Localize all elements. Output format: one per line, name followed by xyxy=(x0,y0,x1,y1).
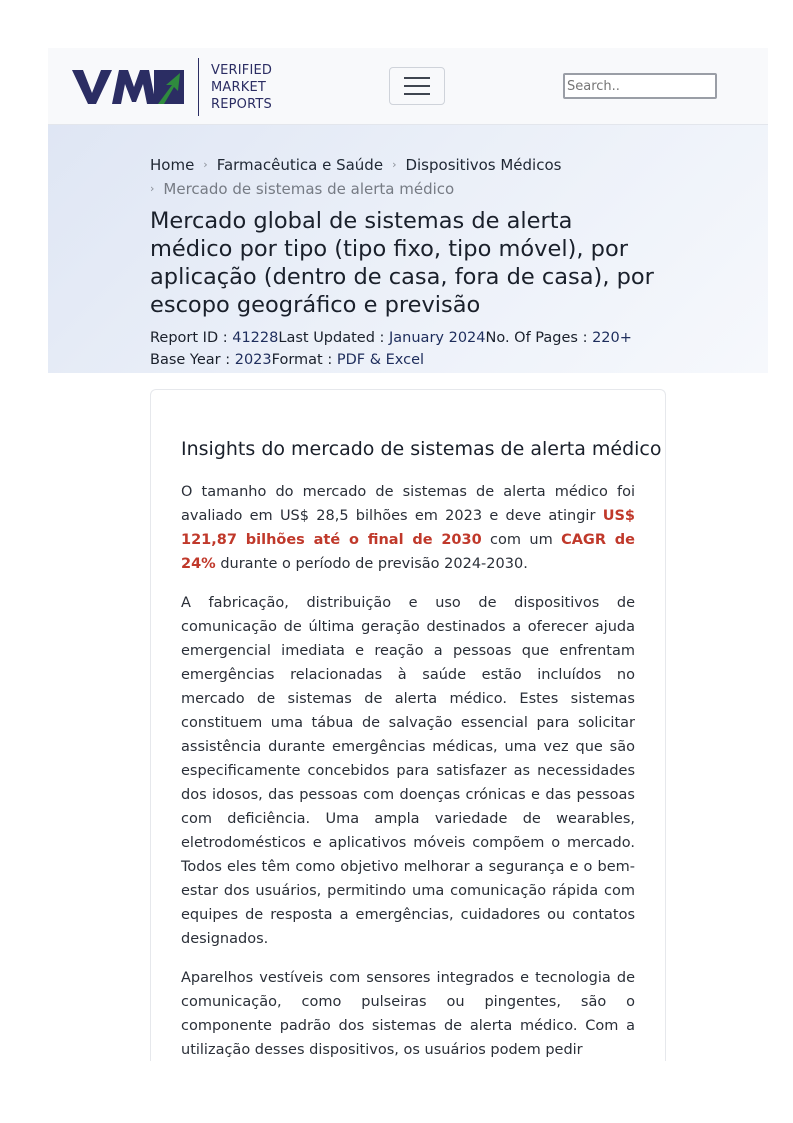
chevron-right-icon: › xyxy=(392,158,397,171)
p1-text-a: O tamanho do mercado de sistemas de alerta médico foi avaliado em US$ 28,5 bilhões em 2023 e deve atingir xyxy=(181,484,635,524)
page xyxy=(48,48,768,373)
hamburger-icon-bar xyxy=(404,93,430,95)
report-id-label: Report ID : xyxy=(150,330,233,346)
breadcrumb xyxy=(150,153,670,201)
logo-divider xyxy=(198,58,199,116)
page-title: Mercado global de sistemas de alerta médico por tipo (tipo fixo, tipo móvel), por aplicação (dentro de casa, fora de casa), por escopo geográfico e previsão xyxy=(150,208,654,318)
insights-card xyxy=(150,389,666,1061)
report-meta xyxy=(150,327,670,371)
breadcrumb-category-link[interactable]: Farmacêutica e Saúde xyxy=(216,156,384,174)
site-header xyxy=(48,48,768,125)
base-year-label: Base Year : xyxy=(150,352,235,368)
format-value: PDF & Excel xyxy=(336,352,425,368)
menu-toggle-button[interactable] xyxy=(389,67,445,105)
pages-label: No. Of Pages : xyxy=(485,330,593,346)
logo-wordmark xyxy=(211,62,272,113)
logo-line-2: MARKET xyxy=(211,79,267,95)
hamburger-icon-bar xyxy=(404,85,430,87)
format-label: Format : xyxy=(271,352,337,368)
last-updated-value: January 2024 xyxy=(389,330,486,346)
vmr-logo-mark xyxy=(72,67,184,107)
p1-highlight-value: US$ 121,87 bilhões até o final de 2030 xyxy=(181,508,635,548)
chevron-right-icon: › xyxy=(203,158,208,171)
report-id-value: 41228 xyxy=(232,330,279,346)
insights-paragraph-1 xyxy=(181,480,635,576)
last-updated-label: Last Updated : xyxy=(278,330,390,346)
logo-line-1: VERIFIED xyxy=(211,62,273,78)
base-year-value: 2023 xyxy=(234,352,272,368)
p1-text-b: com um xyxy=(481,532,562,548)
p1-text-c: durante o período de previsão 2024-2030. xyxy=(215,556,528,572)
chevron-right-icon: › xyxy=(150,182,155,195)
insights-paragraph-3: Aparelhos vestíveis com sensores integrados e tecnologia de comunicação, como pulseiras ou pingentes, são o componente padrão dos sistemas de alerta médico. Com a utilização desses dispositivos, os usuários podem pedir xyxy=(181,970,635,1058)
pages-value: 220+ xyxy=(592,330,632,346)
insights-heading: Insights do mercado de sistemas de alerta médico xyxy=(181,438,662,460)
hamburger-icon-bar xyxy=(404,77,430,79)
logo-line-3: REPORTS xyxy=(211,96,272,112)
breadcrumb-home-link[interactable]: Home xyxy=(150,156,195,174)
search-input[interactable] xyxy=(563,73,717,99)
breadcrumb-current: Mercado de sistemas de alerta médico xyxy=(163,180,455,198)
report-hero xyxy=(48,125,768,373)
brand-logo[interactable] xyxy=(72,58,272,116)
p1-highlight-cagr: CAGR de 24% xyxy=(181,532,635,572)
breadcrumb-subcategory-link[interactable]: Dispositivos Médicos xyxy=(405,156,562,174)
insights-paragraph-2: A fabricação, distribuição e uso de dispositivos de comunicação de última geração destinados a oferecer ajuda emergencial imediata e reação a pessoas que enfrentam emergências relacionadas à saúde estão incluídos no mercado de sistemas de alerta médico. Estes sistemas constituem uma tábua de salvação essencial para solicitar assistência durante emergências médicas, uma vez que são especificamente concebidos para satisfazer as necessidades dos idosos, das pessoas com doenças crónicas e das pessoas com deficiência. Uma ampla variedade de wearables, eletrodomésticos e aplicativos móveis compõem o mercado. Todos eles têm como objetivo melhorar a segurança e o bem-estar dos usuários, permitindo uma comunicação rápida com equipes de resposta a emergências, cuidadores ou contatos designados. xyxy=(181,595,635,947)
